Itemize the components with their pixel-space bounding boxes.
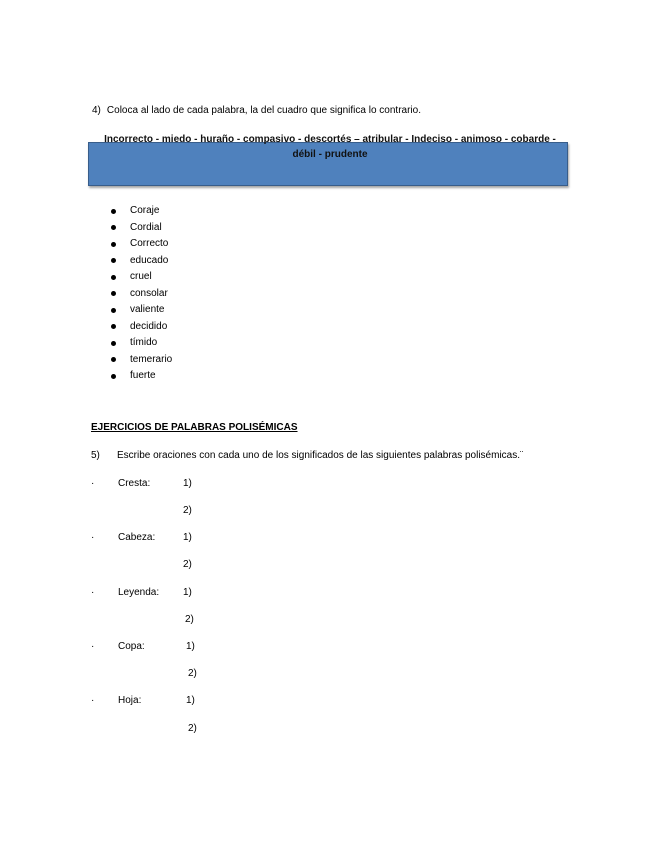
sense-1: 1): [183, 532, 192, 543]
question-5: [91, 450, 523, 461]
sense-2: 2): [183, 505, 192, 516]
bullet-icon: [111, 341, 116, 346]
polysemous-word: · Cabeza:: [91, 532, 156, 543]
list-item: cruel: [110, 269, 172, 286]
question-4: [92, 105, 421, 116]
bullet-icon: [111, 209, 116, 214]
list-item: fuerte: [110, 368, 172, 385]
bullet-icon: [111, 374, 116, 379]
bullet-icon: [111, 225, 116, 230]
polysemous-word: · Cresta:: [91, 478, 151, 489]
question-5-number: 5): [91, 450, 100, 461]
list-item: consolar: [110, 286, 172, 303]
polysemous-word: · Copa:: [91, 641, 145, 652]
word-box-line-1: Incorrecto - miedo - huraño - compasivo - descortés – atribular - Indeciso - animoso - cobarde -: [104, 134, 556, 145]
bullet-icon: [111, 275, 116, 280]
bullet-icon: [111, 258, 116, 263]
list-item: decidido: [110, 319, 172, 336]
word-list: [110, 203, 172, 385]
list-item: tímido: [110, 335, 172, 352]
sense-1: 1): [183, 587, 192, 598]
question-4-text: Coloca al lado de cada palabra, la del cuadro que significa lo contrario.: [106, 105, 421, 116]
question-5-text: Escribe oraciones con cada uno de los significados de las siguientes palabras polisémicas.¨: [117, 450, 524, 461]
list-item: Correcto: [110, 236, 172, 253]
sense-1: 1): [186, 641, 195, 652]
list-item: temerario: [110, 352, 172, 369]
bullet-icon: [111, 357, 116, 362]
sense-2: 2): [183, 559, 192, 570]
sense-2: 2): [185, 614, 194, 625]
polysemous-word: · Leyenda:: [91, 587, 160, 598]
list-item: Cordial: [110, 220, 172, 237]
bullet-icon: [111, 291, 116, 296]
sense-2: 2): [188, 723, 197, 734]
bullet-icon: [111, 308, 116, 313]
bullet-icon: [111, 242, 116, 247]
list-item: educado: [110, 253, 172, 270]
word-box-line-2: débil - prudente: [292, 149, 368, 160]
sense-2: 2): [188, 668, 197, 679]
list-item: valiente: [110, 302, 172, 319]
bullet-icon: [111, 324, 116, 329]
section-title: EJERCICIOS DE PALABRAS POLISÉMICAS: [91, 422, 298, 433]
question-4-number: 4): [92, 105, 101, 116]
list-item: Coraje: [110, 203, 172, 220]
sense-1: 1): [183, 478, 192, 489]
polysemous-word: · Hoja:: [91, 695, 142, 706]
sense-1: 1): [186, 695, 195, 706]
